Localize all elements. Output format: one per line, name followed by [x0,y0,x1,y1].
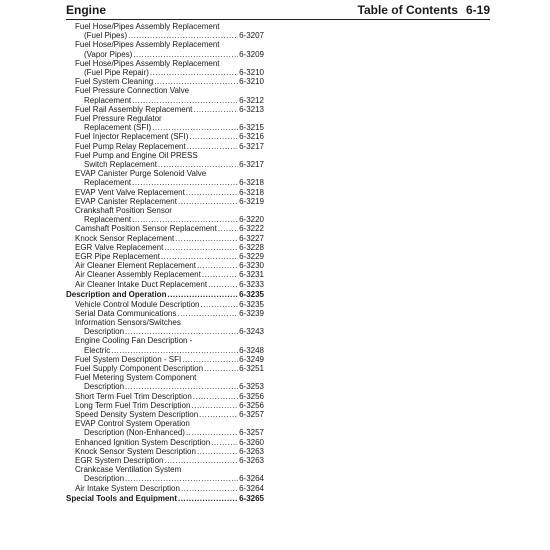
toc-page-number: 6-3264 [239,474,264,484]
toc-line [66,178,264,187]
dot-leader [199,410,238,419]
dot-leader [208,280,238,289]
dot-leader [164,456,238,465]
toc-page-number: 6-3263 [239,446,264,456]
dot-leader [191,401,238,410]
toc-entry-title: Air Cleaner Intake Duct Replacement [75,279,208,289]
header-rule [66,19,490,20]
toc-line [66,300,264,309]
toc-entry[interactable] [66,22,264,40]
toc-line [66,261,264,270]
toc-entry-title: Air Intake System Description [75,483,180,493]
toc-entry-title: Fuel Injector Replacement (SFI) [75,132,189,142]
toc-page-number: 6-3264 [239,483,264,493]
toc-page-number: 6-3217 [239,141,264,151]
toc-entry-title: Knock Sensor Replacement [75,233,175,243]
toc-line [66,447,264,456]
toc-line [66,280,264,289]
toc-entry-title: Information Sensors/Switches [75,318,181,327]
toc-line [66,105,264,114]
toc-page-number: 6-3249 [239,354,264,364]
toc-line [66,132,264,141]
toc-entry[interactable] [66,355,264,364]
toc-page-number: 6-3256 [239,391,264,401]
toc-line [66,188,264,197]
toc-entry[interactable] [66,105,264,114]
toc-line [66,336,264,345]
toc-entry-title: Knock Sensor System Description [75,446,196,456]
toc-entry-title: Crankcase Ventilation System [75,465,182,475]
toc-entry[interactable] [66,309,264,318]
toc-label: Table of Contents [357,3,458,17]
toc-entry[interactable] [66,373,264,391]
toc-entry-title: Fuel Hose/Pipes Assembly Replacement [75,22,220,31]
dot-leader [125,327,238,336]
toc-page-number: 6-3235 [239,290,264,300]
toc-line [66,215,264,224]
toc-line [66,96,264,105]
toc-page-number: 6-3248 [239,345,264,355]
toc-entry-title: Long Term Fuel Trim Description [75,400,191,410]
dot-leader [133,50,238,59]
toc-entry-title: (Fuel Pipes) [84,31,128,41]
dot-leader [202,270,238,279]
toc-entry-title: Fuel Pump Relay Replacement [75,141,186,151]
page-number: 6-19 [465,3,490,17]
toc-line [66,160,264,169]
toc-page-number: 6-3219 [239,196,264,206]
toc-entry-title: Fuel Pump and Engine Oil PRESS [75,150,198,160]
toc-entry-title: Replacement [84,95,132,105]
toc-line [66,346,264,355]
toc-page-number: 6-3243 [239,327,264,337]
toc-page-number: 6-3213 [239,104,264,114]
toc-line [66,410,264,419]
toc-entry-title: Description and Operation [66,290,167,300]
toc-page-number: 6-3210 [239,68,264,78]
dot-leader [197,447,238,456]
toc-entry[interactable] [66,300,264,309]
toc-line [66,382,264,391]
toc-entry-title: Fuel Metering System Component [75,373,197,383]
dot-leader [187,142,238,151]
dot-leader [181,484,238,493]
toc-line [66,373,264,382]
toc-entry-title: Vehicle Control Module Description [75,299,200,309]
toc-line [66,438,264,447]
page-header [66,3,490,19]
toc-entry-title: Replacement [84,178,132,188]
toc-entry[interactable] [66,86,264,104]
toc-entry-title: Air Cleaner Assembly Replacement [75,270,201,280]
toc-entry-title: (Fuel Pipe Repair) [84,68,149,78]
toc-entry[interactable] [66,243,264,252]
toc-entry[interactable] [66,456,264,465]
toc-entry-title: EGR System Description [75,456,164,466]
toc-page-number: 6-3227 [239,233,264,243]
dot-leader [178,197,238,206]
toc-entry-title: Switch Replacement [84,160,157,170]
toc-entry[interactable] [66,142,264,151]
dot-leader [125,474,238,483]
dot-leader [201,300,239,309]
toc-entry-title: Camshaft Position Sensor Replacement [75,224,217,234]
toc-line [66,22,264,31]
toc-list [66,22,264,504]
toc-line [66,419,264,428]
toc-entry-title: EVAP Vent Valve Replacement [75,187,185,197]
toc-line [66,59,264,68]
toc-line [66,318,264,327]
toc-line [66,494,264,503]
toc-entry-title: EVAP Canister Purge Solenoid Valve [75,169,207,179]
toc-entry-title: Fuel System Cleaning [75,77,154,87]
toc-page-number: 6-3207 [239,31,264,41]
toc-line [66,206,264,215]
toc-section-heading[interactable] [66,290,264,299]
toc-line [66,428,264,437]
toc-entry-title: EVAP Control System Operation [75,419,190,429]
dot-leader [218,224,238,233]
toc-entry[interactable] [66,132,264,141]
toc-entry-title: Crankshaft Position Sensor [75,206,172,216]
toc-entry-title: Replacement (SFI) [84,123,152,133]
toc-line [66,114,264,123]
toc-entry-title: EGR Valve Replacement [75,242,164,252]
toc-line [66,50,264,59]
toc-line [66,456,264,465]
dot-leader [189,132,238,141]
toc-entry[interactable] [66,114,264,132]
header-right [358,3,490,17]
toc-line [66,243,264,252]
toc-entry-title: Description [84,474,125,484]
toc-page-number: 6-3231 [239,270,264,280]
dot-leader [164,243,238,252]
toc-entry-title: Enhanced Ignition System Description [75,437,211,447]
toc-page-number: 6-3229 [239,252,264,262]
dot-leader [197,261,238,270]
toc-entry-title: Description [84,327,125,337]
toc-line [66,142,264,151]
toc-line [66,484,264,493]
toc-entry-title: Description [84,382,125,392]
toc-entry[interactable] [66,169,264,187]
dot-leader [167,290,238,299]
toc-entry-title: Fuel Pressure Regulator [75,114,162,124]
toc-entry-title: Electric [84,345,111,355]
toc-line [66,151,264,160]
toc-entry[interactable] [66,401,264,410]
toc-entry[interactable] [66,234,264,243]
dot-leader [128,31,238,40]
toc-line [66,77,264,86]
toc-entry[interactable] [66,410,264,419]
toc-entry-title: Serial Data Communications [75,308,177,318]
toc-entry[interactable] [66,336,264,354]
toc-entry[interactable] [66,438,264,447]
toc-page-number: 6-3235 [239,299,264,309]
dot-leader [177,309,238,318]
toc-entry[interactable] [66,392,264,401]
toc-line [66,86,264,95]
toc-page-number: 6-3253 [239,382,264,392]
toc-page-number: 6-3230 [239,261,264,271]
toc-entry[interactable] [66,270,264,279]
toc-line [66,290,264,299]
toc-entry-title: Special Tools and Equipment [66,494,177,504]
toc-page-number: 6-3228 [239,242,264,252]
dot-leader [154,77,238,86]
toc-line [66,123,264,132]
toc-line [66,309,264,318]
toc-page-number: 6-3220 [239,215,264,225]
toc-entry-title: EGR Pipe Replacement [75,252,160,262]
toc-entry-title: Speed Density System Description [75,410,199,420]
toc-page-number: 6-3222 [239,224,264,234]
dot-leader [111,346,238,355]
dot-leader [152,123,238,132]
toc-page-number: 6-3239 [239,308,264,318]
toc-page-number: 6-3257 [239,428,264,438]
toc-line [66,364,264,373]
dot-leader [186,428,238,437]
toc-line [66,31,264,40]
dot-leader [193,392,238,401]
toc-line [66,197,264,206]
toc-line [66,68,264,77]
toc-entry-title: Engine Cooling Fan Description - [75,336,193,346]
toc-entry-title: (Vapor Pipes) [84,49,133,59]
toc-entry-title: EVAP Canister Replacement [75,196,177,206]
toc-page-number: 6-3216 [239,132,264,142]
toc-line [66,40,264,49]
toc-entry-title: Description (Non-Enhanced) [84,428,185,438]
toc-entry-title: Fuel System Description - SFI [75,354,182,364]
toc-entry-title: Fuel Hose/Pipes Assembly Replacement [75,58,220,68]
toc-entry[interactable] [66,188,264,197]
toc-entry-title: Fuel Pressure Connection Valve [75,86,190,96]
toc-line [66,224,264,233]
dot-leader [211,438,238,447]
toc-page-number: 6-3265 [239,494,264,504]
dot-leader [132,96,238,105]
toc-page-number: 6-3217 [239,160,264,170]
toc-page-number: 6-3257 [239,410,264,420]
toc-entry[interactable] [66,261,264,270]
toc-line [66,169,264,178]
toc-page-number: 6-3256 [239,400,264,410]
dot-leader [204,364,238,373]
toc-page-number: 6-3263 [239,456,264,466]
toc-line [66,270,264,279]
toc-line [66,401,264,410]
toc-entry-title: Fuel Supply Component Description [75,364,204,374]
toc-entry-title: Replacement [84,215,132,225]
toc-entry[interactable] [66,484,264,493]
toc-section-heading[interactable] [66,494,264,503]
toc-entry-title: Fuel Hose/Pipes Assembly Replacement [75,40,220,50]
dot-leader [132,178,238,187]
toc-page-number: 6-3251 [239,364,264,374]
toc-entry[interactable] [66,59,264,77]
dot-leader [132,215,238,224]
toc-entry[interactable] [66,77,264,86]
toc-entry-title: Short Term Fuel Trim Description [75,391,192,401]
toc-line [66,355,264,364]
toc-line [66,327,264,336]
toc-entry[interactable] [66,40,264,58]
dot-leader [193,105,238,114]
toc-entry[interactable] [66,252,264,261]
toc-entry[interactable] [66,447,264,456]
toc-entry[interactable] [66,465,264,483]
toc-page-number: 6-3218 [239,187,264,197]
toc-page-number: 6-3233 [239,279,264,289]
dot-leader [178,494,238,503]
toc-page-number: 6-3260 [239,437,264,447]
toc-entry-title: Air Cleaner Element Replacement [75,261,196,271]
dot-leader [158,160,238,169]
toc-page-number: 6-3212 [239,95,264,105]
toc-line [66,474,264,483]
dot-leader [186,188,238,197]
toc-entry[interactable] [66,224,264,233]
toc-page-number: 6-3209 [239,49,264,59]
toc-line [66,465,264,474]
dot-leader [182,355,238,364]
dot-leader [175,234,238,243]
toc-entry[interactable] [66,151,264,169]
toc-line [66,392,264,401]
toc-entry[interactable] [66,280,264,289]
toc-page-number: 6-3215 [239,123,264,133]
toc-line [66,234,264,243]
toc-entry[interactable] [66,419,264,437]
toc-entry[interactable] [66,206,264,224]
dot-leader [150,68,238,77]
toc-entry-title: Fuel Rail Assembly Replacement [75,104,193,114]
section-title: Engine [66,3,107,17]
toc-line [66,252,264,261]
toc-page-number: 6-3218 [239,178,264,188]
toc-entry[interactable] [66,197,264,206]
dot-leader [125,382,238,391]
dot-leader [161,252,238,261]
toc-entry[interactable] [66,318,264,336]
toc-entry[interactable] [66,364,264,373]
toc-page-number: 6-3210 [239,77,264,87]
